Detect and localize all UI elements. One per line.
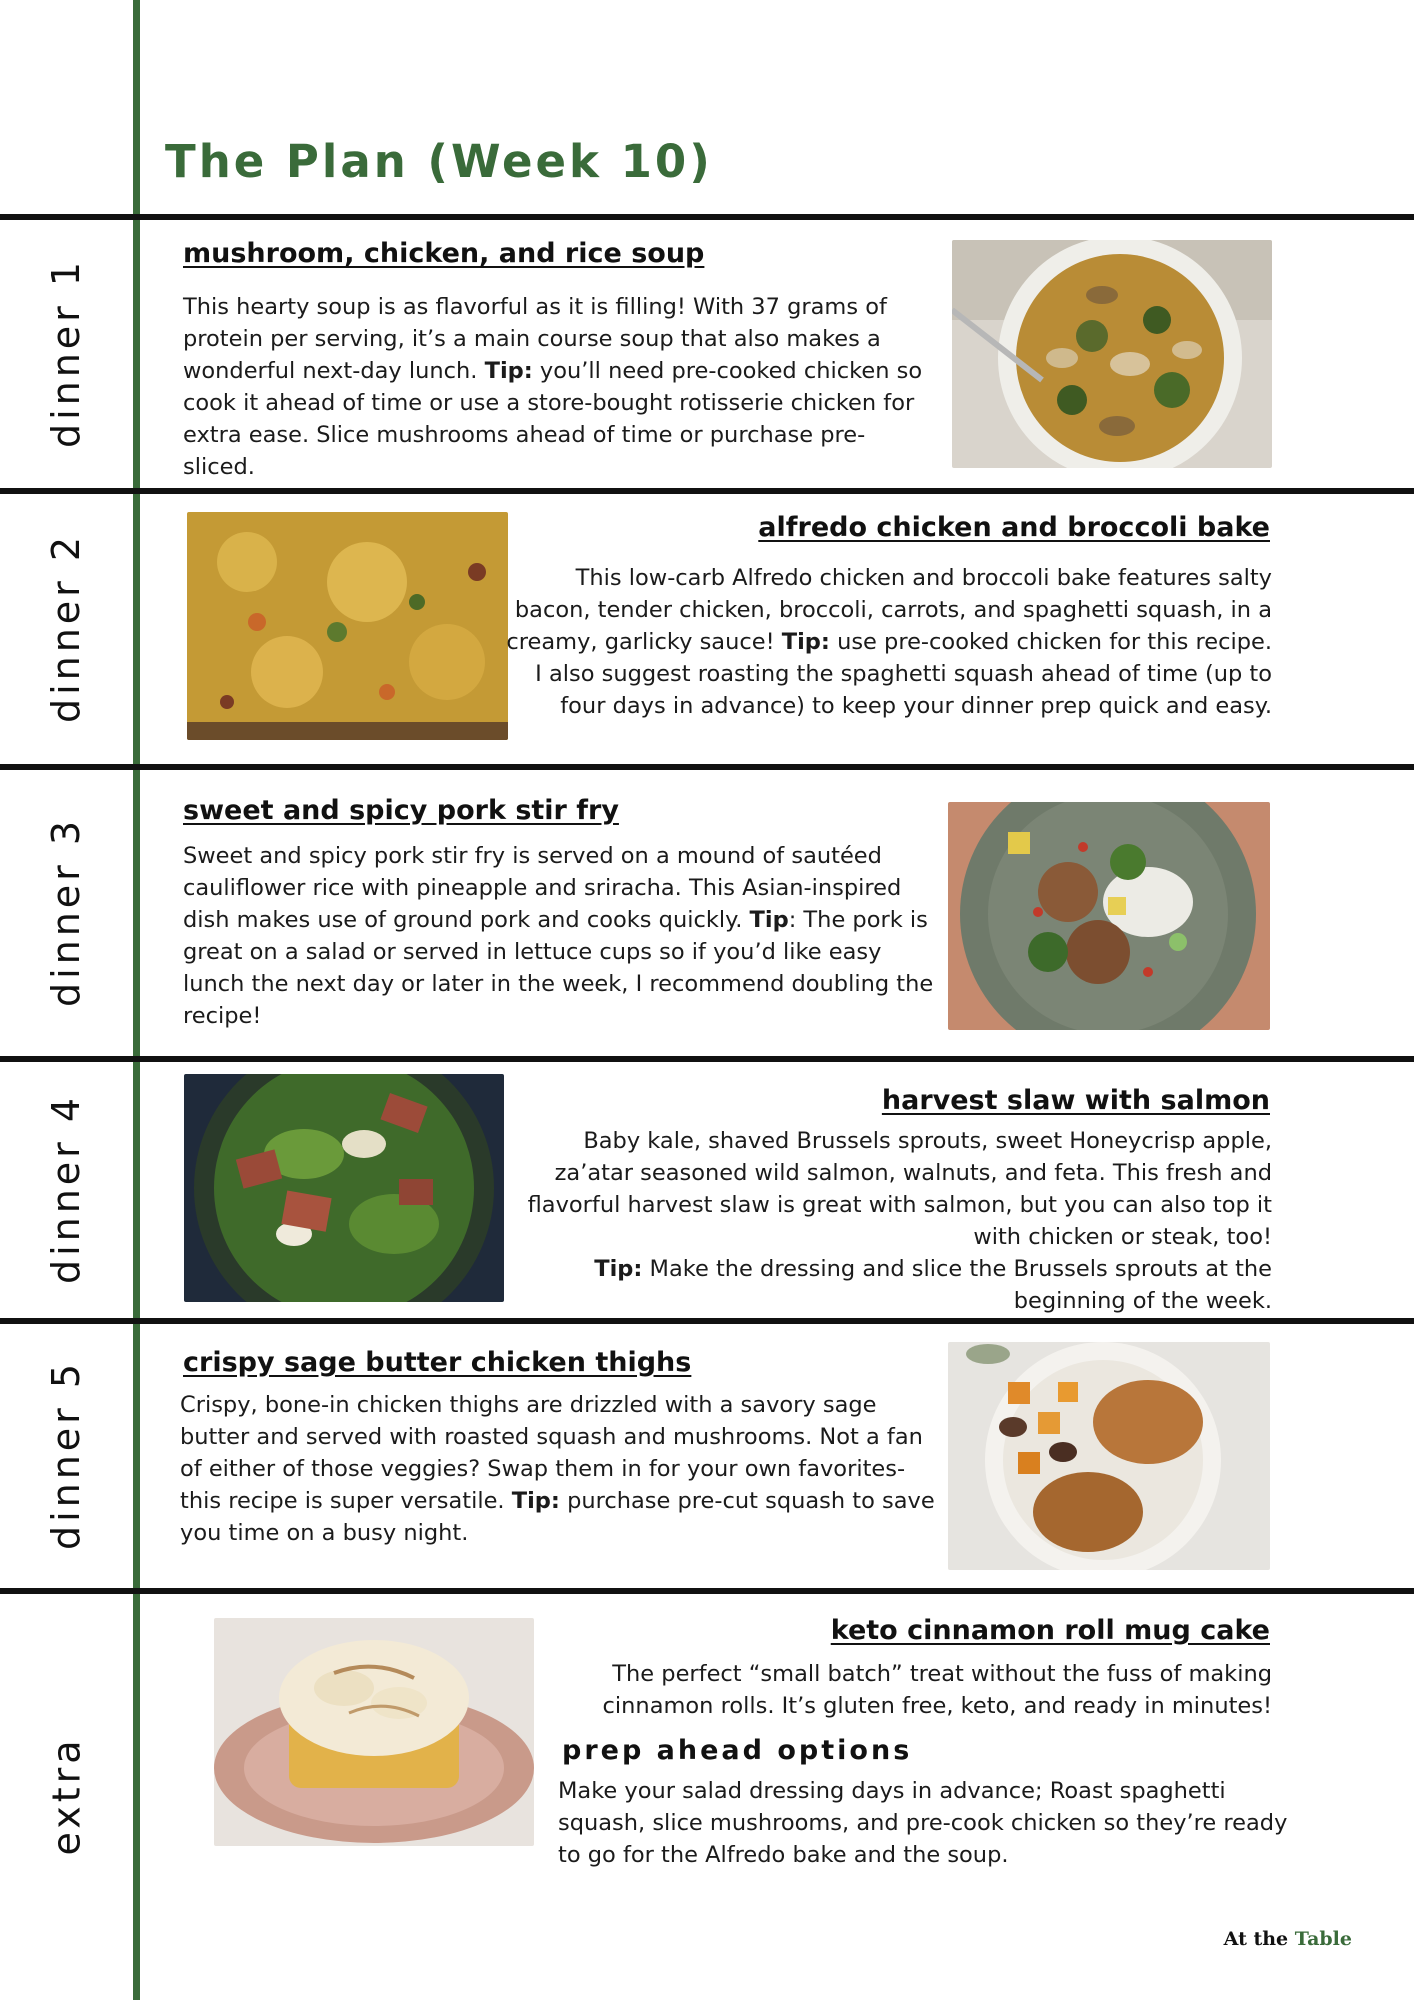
- side-label-dinner-5: dinner 5: [44, 1359, 89, 1550]
- recipe-description-4: Baby kale, shaved Brussels sprouts, sweet Honeycrisp apple, za’atar seasoned wild salmon, walnuts, and feta. This fresh and flavorful harvest slaw is great with salmon, but you can also top it with chicken or steak, too! Tip: Make the dressing and slice the Brussels sprouts at the beginning of the week.: [527, 1128, 1272, 1314]
- page-title: The Plan (Week 10): [165, 135, 713, 188]
- recipe-description-3: Sweet and spicy pork stir fry is served on a mound of sautéed cauliflower rice with pineapple and sriracha. This Asian-inspired dish makes use of ground pork and cooks quickly. Tip: The pork is great on a salad or served in lettuce cups so if you’d like easy lunch the next day or later in the week, I recommend doubling the recipe!: [183, 843, 934, 1029]
- recipe-title-1[interactable]: mushroom, chicken, and rice soup: [183, 238, 705, 269]
- prep-ahead-text: Make your salad dressing days in advance; Roast spaghetti squash, slice mushrooms, and pre-cook chicken so they’re ready to go for the Alfredo bake and the soup.: [558, 1778, 1288, 1868]
- recipe-description-5: Crispy, bone-in chicken thighs are drizzled with a savory sage butter and served with roasted squash and mushrooms. Not a fan of either of those veggies? Swap them in for your own favorites- this recipe is super versatile. Tip: purchase pre-cut squash to save you time on a busy night.: [180, 1392, 935, 1546]
- row-divider-6: [0, 1588, 1414, 1594]
- row-divider-1: [0, 214, 1414, 220]
- brand-logo: At the Table: [1223, 1928, 1352, 1950]
- recipe-description-1: This hearty soup is as flavorful as it is filling! With 37 grams of protein per serving, it’s a main course soup that also makes a wonderful next-day lunch. Tip: you’ll need pre-cooked chicken so cook it ahead of time or use a store-bought rotisserie chicken for extra ease. Slice mushrooms ahead of time or purchase pre-sliced.: [183, 294, 923, 480]
- mushroom-chicken-rice-soup-photo: [952, 240, 1272, 468]
- recipe-title-2[interactable]: alfredo chicken and broccoli bake: [758, 512, 1270, 543]
- cinnamon-roll-mug-cake-photo: [214, 1618, 534, 1846]
- row-divider-2: [0, 488, 1414, 494]
- tip-label: Tip:: [594, 1256, 643, 1282]
- recipe-title-5[interactable]: crispy sage butter chicken thighs: [183, 1347, 692, 1378]
- side-label-extra: extra: [44, 1735, 89, 1856]
- tip-label: Tip:: [511, 1488, 560, 1514]
- recipe-description-extra: The perfect “small batch” treat without the fuss of making cinnamon rolls. It’s gluten free, keto, and ready in minutes!: [602, 1661, 1272, 1719]
- tip-label: Tip:: [484, 358, 533, 384]
- vertical-divider-line: [133, 0, 140, 2000]
- recipe-title-extra[interactable]: keto cinnamon roll mug cake: [830, 1615, 1270, 1646]
- harvest-slaw-salmon-photo: [184, 1074, 504, 1302]
- pork-stir-fry-photo: [948, 802, 1270, 1030]
- tip-label: Tip: [749, 907, 789, 933]
- side-label-dinner-2: dinner 2: [44, 532, 89, 723]
- prep-ahead-heading: prep ahead options: [562, 1735, 913, 1766]
- recipe-title-4[interactable]: harvest slaw with salmon: [881, 1085, 1270, 1116]
- alfredo-bake-photo: [187, 512, 508, 740]
- row-divider-5: [0, 1318, 1414, 1324]
- side-label-dinner-3: dinner 3: [44, 816, 89, 1007]
- row-divider-3: [0, 764, 1414, 770]
- side-label-dinner-4: dinner 4: [44, 1093, 89, 1284]
- recipe-title-3[interactable]: sweet and spicy pork stir fry: [183, 795, 619, 826]
- row-divider-4: [0, 1056, 1414, 1062]
- side-label-dinner-1: dinner 1: [44, 257, 89, 448]
- recipe-description-2: This low-carb Alfredo chicken and broccoli bake features salty bacon, tender chicken, broccoli, carrots, and spaghetti squash, in a creamy, garlicky sauce! Tip: use pre-cooked chicken for this recipe. I also suggest roasting the spaghetti squash ahead of time (up to four days in advance) to keep your dinner prep quick and easy.: [506, 565, 1272, 719]
- sage-chicken-thighs-photo: [948, 1342, 1270, 1570]
- tip-label: Tip:: [781, 629, 830, 655]
